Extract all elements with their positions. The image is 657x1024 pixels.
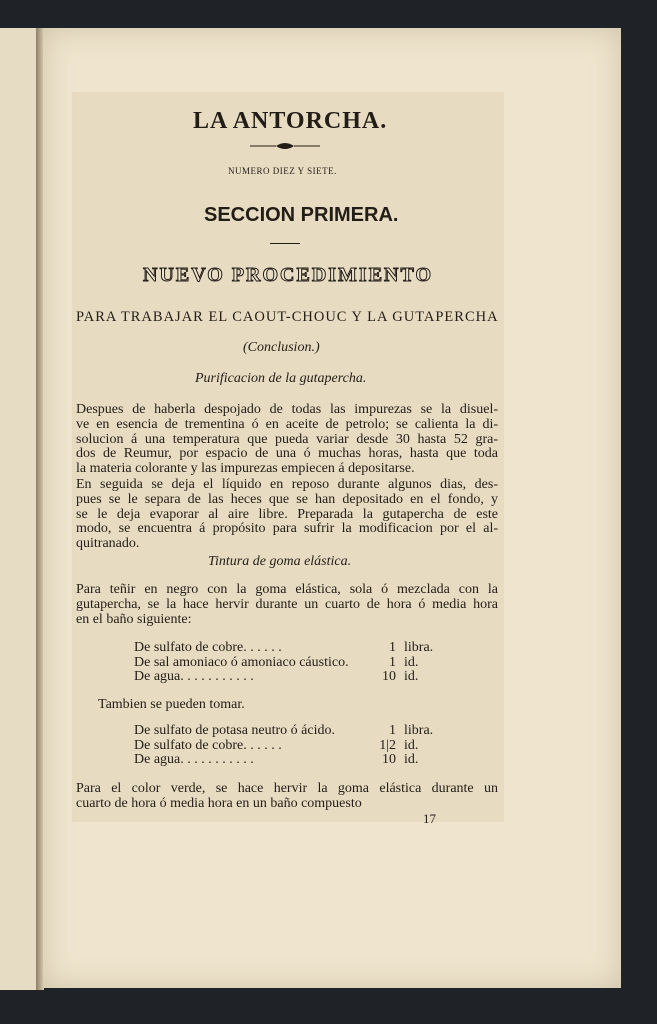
recipe-item: De sulfato de potasa neutro ó ácido. — [134, 723, 335, 738]
purification-title: Purificacion de la gutapercha. — [195, 371, 367, 386]
recipe-quantity: 1 — [389, 723, 396, 738]
journal-title: LA ANTORCHA. — [193, 108, 388, 134]
text-line: se le deja evaporar al aire libre. Preparada la gutapercha de este — [76, 506, 498, 522]
text-line: ve en esencia de trementina ó en aceite de petrolo; se calienta la di- — [76, 416, 498, 432]
recipe-quantity: 1|2 — [379, 737, 396, 753]
text-line: gutapercha, se la hace hervir durante un cuarto de hora ó media hora — [76, 596, 498, 612]
recipe-item: De sulfato de cobre. . . . . . — [134, 737, 282, 753]
section-rule — [270, 243, 300, 244]
recipe-item: De sal amoniaco ó amoniaco cáustico. — [134, 654, 349, 670]
recipe-unit: libra. — [404, 723, 434, 738]
text-line: quitranado. — [76, 536, 140, 552]
text-line: En seguida se deja el líquido en reposo durante algunos dias, des- — [76, 477, 498, 492]
recipe-item: De agua. . . . . . . . . . . — [134, 752, 254, 768]
issue-number: NUMERO DIEZ Y SIETE. — [228, 166, 337, 176]
recipe-unit: libra. — [404, 640, 434, 655]
previous-page-edge — [0, 28, 41, 990]
text-line: pues se le separa de las heces que se han depositado en el fondo, y — [76, 491, 498, 507]
text-line: Despues de haberla despojado de todas las impurezas se la disuel- — [76, 402, 498, 417]
article-heading: NUEVO PROCEDIMIENTO — [143, 264, 434, 286]
text-line: en el baño siguiente: — [76, 611, 192, 627]
recipe-unit: id. — [404, 737, 419, 753]
paragraph-4: Tambien se pueden tomar. — [98, 697, 245, 712]
article-subheading: PARA TRABAJAR EL CAOUT-CHOUC Y LA GUTAPERCHA — [76, 309, 499, 325]
paragraph-3 — [76, 583, 498, 627]
recipe-quantity: 1 — [389, 640, 396, 655]
conclusion-note: (Conclusion.) — [243, 340, 320, 355]
recipe-row — [134, 640, 434, 655]
tintura-title: Tintura de goma elástica. — [208, 554, 352, 569]
recipe-unit: id. — [404, 669, 419, 685]
recipe-table-1 — [134, 640, 434, 684]
ornament-divider — [250, 141, 320, 151]
recipe-row — [134, 655, 434, 670]
recipe-quantity: 10 — [382, 752, 396, 768]
recipe-item: De agua. . . . . . . . . . . — [134, 669, 254, 685]
paragraph-2 — [76, 478, 498, 552]
recipe-quantity: 1 — [389, 654, 396, 670]
recipe-row — [134, 738, 434, 753]
section-title: SECCION PRIMERA. — [204, 204, 399, 226]
paragraph-5 — [76, 782, 498, 812]
recipe-row — [134, 669, 434, 684]
page-number: 17 — [423, 811, 436, 826]
recipe-quantity: 10 — [382, 669, 396, 685]
recipe-table-2 — [134, 723, 434, 767]
text-line: cuarto de hora ó media hora en un baño compuesto — [76, 795, 362, 811]
text-line: modo, se encuentra á propósito para sufrir la modificacion por el al- — [76, 521, 498, 537]
text-line: Para teñir en negro con la goma elástica, sola ó mezclada con la — [76, 582, 498, 597]
recipe-row — [134, 752, 434, 767]
recipe-row — [134, 723, 434, 738]
text-line: la materia colorante y las impurezas empiecen á depositarse. — [76, 461, 415, 477]
recipe-unit: id. — [404, 654, 419, 670]
text-line: dos de Reumur, por espacio de una ó muchas horas, hasta que toda — [76, 446, 498, 462]
text-line: Para el color verde, se hace hervir la goma elástica durante un — [76, 781, 498, 796]
text-line: solucion á una temperatura que pueda variar desde 30 hasta 52 gra- — [76, 431, 498, 447]
paragraph-1 — [76, 403, 498, 477]
recipe-unit: id. — [404, 752, 419, 768]
recipe-item: De sulfato de cobre. . . . . . — [134, 640, 282, 655]
